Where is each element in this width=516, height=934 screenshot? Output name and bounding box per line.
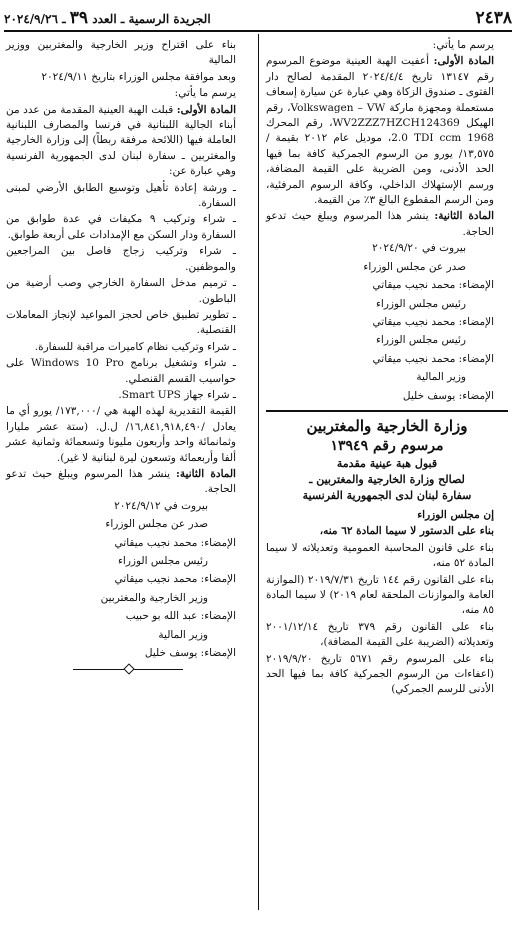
list-item: ـ تطوير تطبيق خاص لحجز المواعيد لإنجاز المعاملات القنصلية. [6, 308, 236, 337]
decree-intro: يرسم ما يأتي: [174, 87, 236, 100]
sig-line: رئيس مجلس الوزراء [375, 297, 466, 310]
engine-number: 2.0 TDI ccm 1968 [391, 132, 494, 145]
basis-item: بناء على المرسوم رقم ٥٦٧١ تاريخ ٢٠١٩/٩/٢٠ (اعفاءات من الرسوم الجمركية كافة بما فيها الحد الأدنى للرسم الجمركي) [266, 652, 494, 696]
sig-line: رئيس مجلس الوزراء [117, 555, 208, 567]
article-title: المادة الثانية: [176, 467, 236, 480]
article-2 [6, 467, 250, 498]
ministry-heading: وزارة الخارجية والمغتربين [266, 410, 508, 436]
chassis-label: رقم الهيكل [266, 101, 495, 130]
place-date: بيروت في ٢٠٢٤/٩/٢٠ [372, 242, 466, 255]
decree-subject: سفارة لبنان لدى الجمهورية الفرنسية [302, 488, 472, 502]
list-item: ـ شراء وتركيب ٩ مكيفات في عدة طوابق من السفارة ودار السكن مع الإمدادات على أربعة طوابق. [6, 213, 236, 241]
basis-item: بناء على قانون المحاسبة العمومية وتعديلاته لا سيما المادة ٥٢ منه، [266, 541, 494, 570]
sig-line: الإمضاء: عبد الله بو حبيب [125, 610, 236, 623]
article-2 [266, 209, 508, 240]
issue-number: ٣٩ [69, 8, 89, 28]
page-header [4, 6, 512, 32]
article-text: ينشر هذا المرسوم ويبلغ حيث تدعو الحاجة. [6, 467, 236, 496]
sig-line: الإمضاء: محمد نجيب ميقاتي [372, 279, 494, 292]
gift-value: القيمة التقديرية لهذه الهبة هي /١٧٣,٠٠٠/ يورو أي ما يعادل /١٦,٨٤١,٩١٨,٤٩٠/ ل.ل. (ستة عشر مليارا وثمانمائة واحد وأربعون مليونا وتسعمائة وثمانية عشر ألفا وأربعمائة وتسعون ليرة لبنانية لا غير). [6, 405, 236, 464]
list-item: ـ ورشة إعادة تأهيل وتوسيع الطابق الأرضي لمبنى السفارة. [6, 181, 236, 210]
engine-label: رقم المحرك [266, 117, 323, 130]
list-item: ـ شراء وتركيب نظام كاميرات مراقبة للسفارة. [34, 340, 236, 353]
list-item: ـ شراء وتركيب زجاج فاصل بين المراجعين والموظفين. [6, 245, 236, 273]
right-column [266, 38, 508, 699]
decree-subject: قبول هبة عينية مقدمة [336, 456, 438, 470]
column-divider [258, 34, 259, 910]
car-brand: Volkswagen – VW [290, 101, 386, 114]
article-1: المادة الأولى: أعفيت الهبة العينية موضوع المرسوم رقم ١٣١٤٧ تاريخ ٢٠٢٤/٤/٤ المقدمة لصالح دار الفتوى ـ صندوق الزكاة وهي عبارة عن سيارة إسعاف مستعملة ومجهزة ماركة Volkswagen – VW، رقم الهيكل WV2ZZZ7HZCH124369، رقم المحرك 2.0 TDI ccm 1968، موديل عام ٢٠١٢ بقيمة /١٣,٥٧٥/ يورو من الرسوم الجمركية كافة بما فيها الحد الأدنى، ومن الضريبة على القيمة المضافة، ورسم الإستهلاك الداخلي، وكافة الرسوم المرفئية، ومن الرسم المقطوع البالغ ٣٪ من القيمة. [266, 55, 495, 207]
article-1 [6, 103, 250, 180]
decree-intro: يرسم ما يأتي: [432, 39, 494, 51]
place-date: بيروت في ٢٠٢٤/٩/١٢ [114, 499, 208, 512]
left-column [6, 38, 250, 673]
decree-number: مرسوم رقم ١٣٩٤٩ [330, 437, 444, 454]
sig-line: الإمضاء: محمد نجيب ميقاتي [372, 352, 494, 365]
sig-line: الإمضاء: محمد نجيب ميقاتي [114, 573, 236, 586]
sig-line: الإمضاء: يوسف خليل [402, 389, 494, 402]
sig-line: وزير المالية [416, 371, 466, 384]
article-title: المادة الأولى: [433, 55, 494, 68]
sig-line: الإمضاء: محمد نجيب ميقاتي [372, 315, 494, 328]
sig-line: رئيس مجلس الوزراء [375, 334, 466, 347]
sig-line: الإمضاء: محمد نجيب ميقاتي [114, 536, 236, 549]
list-item: ـ شراء جهاز Smart UPS. [118, 388, 236, 401]
issue-date: ـ ٢٠٢٤/٩/٢٦ [4, 12, 66, 26]
signature-block [266, 241, 508, 404]
decree-subject: لصالح وزارة الخارجية والمغتربين ـ [309, 472, 465, 486]
sig-line: وزير الخارجية والمغتربين [100, 591, 208, 604]
list-item: ـ شراء وتشغيل برنامج Windows 10 Pro على حواسيب القسم القنصلي. [6, 357, 236, 385]
sig-line: صدر عن مجلس الوزراء [363, 260, 466, 273]
basis-item: بناء على القانون رقم ٣٧٩ تاريخ ٢٠٠١/١٢/١٤ وتعديلاته (الضريبة على القيمة المضافة)، [266, 620, 494, 649]
page-number: ٢٤٣٨ [475, 8, 512, 28]
sig-line: الإمضاء: يوسف خليل [144, 647, 236, 660]
gazette-title [4, 8, 211, 28]
end-ornament [73, 665, 183, 673]
basis-item: بناء على القانون رقم ١٤٤ تاريخ ٢٠١٩/٧/٣١ (الموازنة العامة والموازنات الملحقة لعام ٢٠١٩) لا سيما المادة ٨٥ منه، [266, 573, 494, 617]
gazette-name: الجريدة الرسمية ـ العدد [92, 12, 211, 26]
basis-item: بناء على اقتراح وزير الخارجية والمغتربين ووزير المالية [6, 39, 236, 67]
article-title: المادة الثانية: [434, 210, 494, 223]
article-text: قبلت الهبة العينية المقدمة من عدد من أبناء الجالية اللبنانية في فرنسا والمصارف اللبنانية العاملة فيها (اللائحة مرفقة ربطاً) إلى وزارة الخارجية والمغتربين ـ سفارة لبنان لدى الجمهورية الفرنسية وهي عبارة عن: [6, 103, 236, 178]
chassis-number: WV2ZZZ7HZCH124369 [332, 117, 460, 130]
article-tail: موديل عام ٢٠١٢ بقيمة /١٣,٥٧٥/ يورو من الرسوم الجمركية كافة بما فيها الحد الأدنى، ومن الضريبة على القيمة المضافة، ورسم الإستهلاك الداخلي، وكافة الرسوم المرفئية، ومن الرسم المقطوع البالغ ٣٪ من القيمة. [266, 132, 494, 207]
article-title: المادة الأولى: [176, 103, 236, 116]
sig-line: وزير المالية [158, 628, 208, 641]
approval-line: وبعد موافقة مجلس الوزراء بتاريخ ٢٠٢٤/٩/١١ [41, 70, 236, 83]
basis-item: بناء على الدستور لا سيما المادة ٦٢ منه، [319, 525, 494, 538]
list-item: ـ ترميم مدخل السفارة الخارجي وصب أرضية من الباطون. [6, 277, 236, 305]
signature-block [6, 499, 250, 662]
article-text: أعفيت الهبة العينية موضوع المرسوم رقم ١٣١٤٧ تاريخ ٢٠٢٤/٤/٤ المقدمة لصالح دار الفتوى ـ صندوق الزكاة وهي عبارة عن سيارة إسعاف مستعملة ومجهزة ماركة [266, 55, 495, 114]
sig-line: صدر عن مجلس الوزراء [105, 518, 208, 531]
article-text: ينشر هذا المرسوم ويبلغ حيث تدعو الحاجة. [266, 210, 494, 238]
council-heading: إن مجلس الوزراء [417, 508, 494, 521]
